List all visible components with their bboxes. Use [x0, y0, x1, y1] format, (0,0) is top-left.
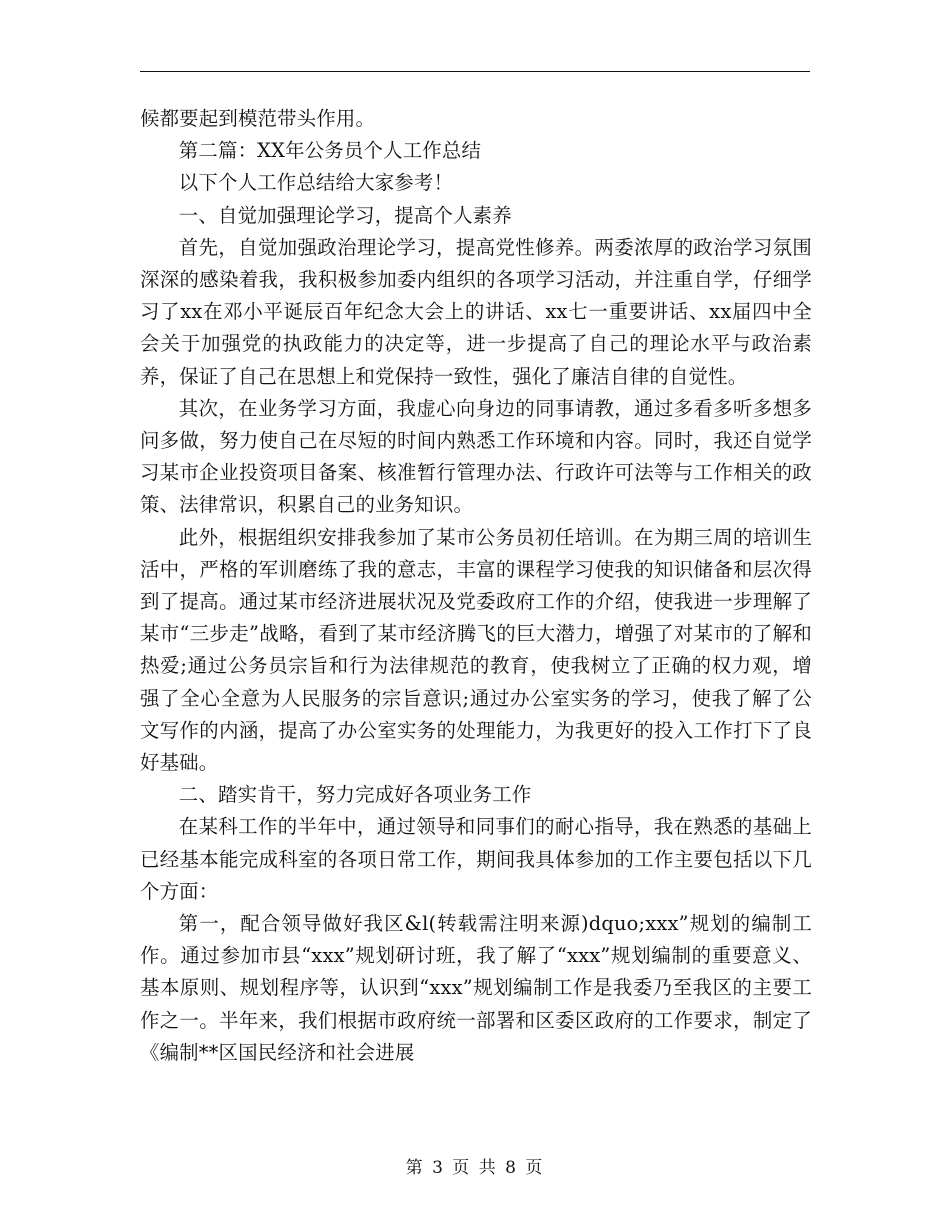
page-number-footer: 第 3 页 共 8 页	[405, 1158, 545, 1178]
section-heading: 一、自觉加强理论学习，提高个人素养	[178, 203, 512, 227]
section-heading: 二、踏实肯干，努力完成好各项业务工作	[178, 783, 532, 807]
paragraph: 第一，配合领导做好我区&l(转载需注明来源)dquo;xxx”规划的编制工作。通过参加市县“xxx”规划研讨班，我了解了“xxx”规划编制的重要意义、基本原则、规划程序等，认识到“xxx”规划编制工作是我委乃至我区的主要工作之一。半年来，我们根据市政府统一部署和区委区政府的工作要求，制定了《编制**区国民经济和社会进展	[140, 912, 812, 1064]
section-title: 第二篇：XX年公务员个人工作总结	[178, 139, 482, 163]
paragraph: 首先，自觉加强政治理论学习，提高党性修养。两委浓厚的政治学习氛围深深的感染着我，我积极参加委内组织的各项学习活动，并注重自学，仔细学习了xx在邓小平诞辰百年纪念大会上的讲话、xx七一重要讲话、xx届四中全会关于加强党的执政能力的决定等，进一步提高了自己的理论水平与政治素养，保证了自己在思想上和党保持一致性，强化了廉洁自律的自觉性。	[140, 235, 812, 388]
paragraph: 在某科工作的半年中，通过领导和同事们的耐心指导，我在熟悉的基础上已经基本能完成科室的各项日常工作，期间我具体参加的工作主要包括以下几个方面：	[140, 815, 812, 903]
paragraph: 其次，在业务学习方面，我虚心向身边的同事请教，通过多看多听多想多问多做，努力使自己在尽短的时间内熟悉工作环境和内容。同时，我还自觉学习某市企业投资项目备案、核准暂行管理办法、行政许可法等与工作相关的政策、法律常识，积累自己的业务知识。	[140, 396, 812, 517]
document-body	[140, 103, 812, 1069]
paragraph: 此外，根据组织安排我参加了某市公务员初任培训。在为期三周的培训生活中，严格的军训磨练了我的意志，丰富的课程学习使我的知识储备和层次得到了提高。通过某市经济进展状况及党委政府工作的介绍，使我进一步理解了某市“三步走”战略，看到了某市经济腾飞的巨大潜力，增强了对某市的了解和热爱;通过公务员宗旨和行为法律规范的教育，使我树立了正确的权力观，增强了全心全意为人民服务的宗旨意识;通过办公室实务的学习，使我了解了公文写作的内涵，提高了办公室实务的处理能力，为我更好的投入工作打下了良好基础。	[140, 525, 812, 775]
header-rule	[140, 71, 810, 72]
paragraph: 以下个人工作总结给大家参考！	[178, 171, 454, 195]
paragraph: 候都要起到模范带头作用。	[140, 107, 376, 130]
